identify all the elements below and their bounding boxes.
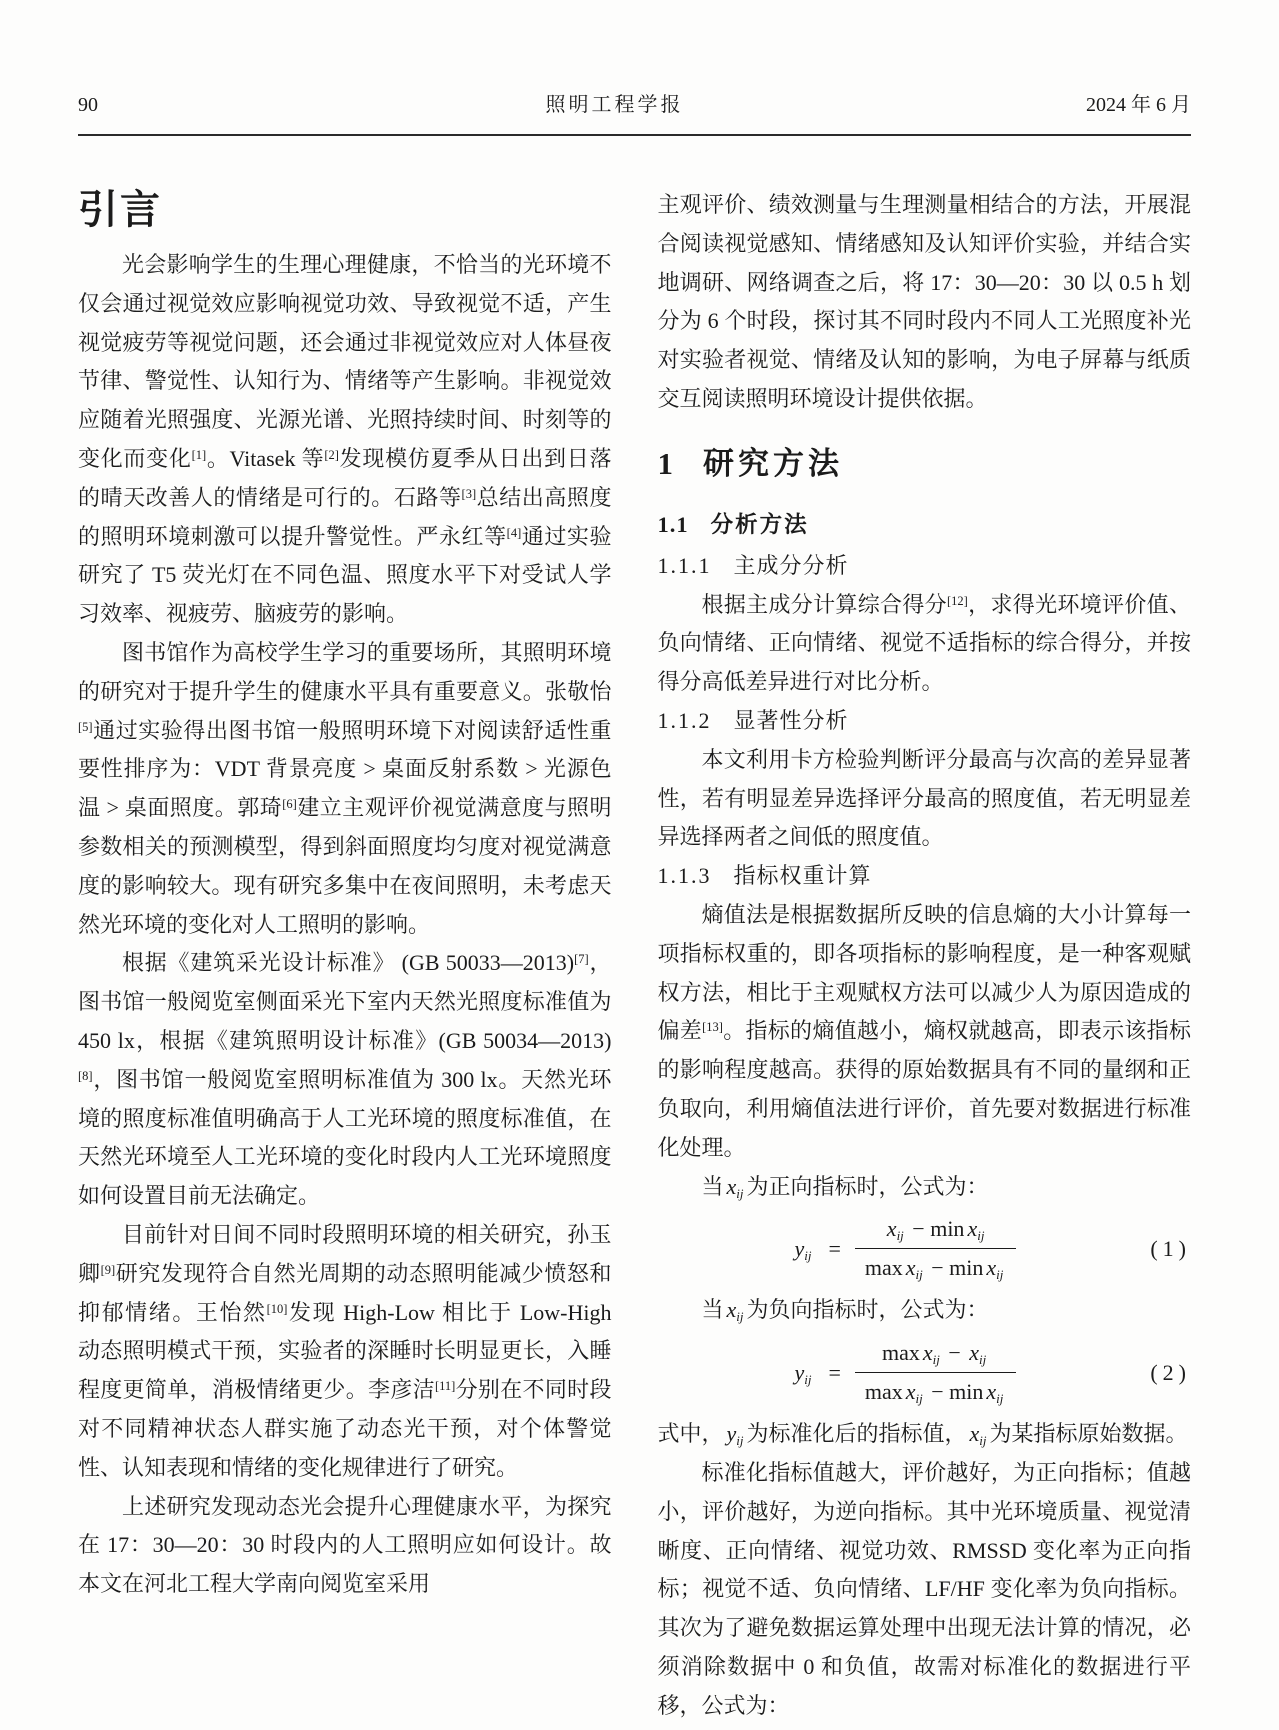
paragraph: 式中， $y_{ij}$ 为标准化后的指标值， $x_{ij}$ 为某指标原始数据。 (657, 1421, 1188, 1449)
subsection-heading-title: 分析方法 (710, 511, 809, 537)
equation-body (658, 1339, 1151, 1406)
citation-ref: [11] (434, 1379, 456, 1394)
paragraph: 标准化指标值越大，评价越好，为正向指标；值越小，评价越好，为逆向指标。其中光环境质量、视觉清晰度、正向情绪、视觉功效、RMSSD 变化率为正向指标；视觉不适、负向情绪、LF/HF 变化率为负向指标。其次为了避免数据运算处理中出现无法计算的情况，必须消除数据中 0 和负值，故需对标准化的数据进行平移，公式为： (657, 1459, 1191, 1718)
subsection-heading (658, 505, 1192, 545)
math-variable: $x_{ij}$ (986, 1379, 1004, 1407)
fraction-numerator: $x_{ij} - \min x_{ij}$ (855, 1215, 1017, 1249)
section-heading-title: 研究方法 (703, 445, 843, 481)
citation-ref: [7] (574, 952, 589, 967)
equation-number: (1) (1150, 1235, 1191, 1261)
intro-heading: 引言 (78, 188, 162, 232)
right-column (658, 186, 1192, 1726)
citation-ref: [10] (266, 1301, 288, 1316)
paragraph: 熵值法是根据数据所反映的信息熵的大小计算每一项指标权重的，即各项指标的影响程度，是一种客观赋权方法，相比于主观赋权方法可以减少人为原因造成的偏差[13]。指标的熵值越小，熵权就越高，即表示该指标的影响程度越高。获得的原始数据具有不同的量纲和正负取向，利用熵值法进行评价，首先要对数据进行标准化处理。 (657, 901, 1191, 1160)
paragraph: 根据《建筑采光设计标准》 (GB 50033—2013)[7]，图书馆一般阅览室侧面采光下室内天然光照度标准值为 450 lx，根据《建筑照明设计标准》(GB 50034—2013)[8]，图书馆一般阅览室照明标准值为 300 lx。天然光环境的照度标准值明确高于人工光环境的照度标准值，在天然光环境至人工光环境的变化时段内人工光环境照度如何设置目前无法确定。 (78, 950, 612, 1209)
equation-number: (2) (1150, 1359, 1191, 1385)
citation-ref: [8] (78, 1068, 93, 1083)
math-variable: $x_{ij}$ (922, 1340, 940, 1368)
subsubsection-heading-number: 1.1.1 (657, 552, 712, 578)
paragraph: 当 $x_{ij}$ 为正向指标时，公式为： (701, 1173, 989, 1201)
paragraph: 光会影响学生的生理心理健康，不恰当的光环境不仅会通过视觉效应影响视觉功效、导致视觉不适，产生视觉疲劳等视觉问题，还会通过非视觉效应对人体昼夜节律、警觉性、认知行为、情绪等产生影响。非视觉效应随着光照强度、光源光谱、光照持续时间、时刻等的变化而变化[1]。Vitasek 等[2]发现模仿夏季从日出到日落的晴天改善人的情绪是可行的。石路等[3]总结出高照度的照明环境刺激可以提升警觉性。严永红等[4]通过实验研究了 T5 荧光灯在不同色温、照度水平下对受试人学习效率、视疲劳、脑疲劳的影响。 (78, 252, 612, 627)
paragraph: 主观评价、绩效测量与生理测量相结合的方法，开展混合阅读视觉感知、情绪感知及认知评价实验，并结合实地调研、网络调查之后，将 17：30—20：30 以 0.5 h 划分为 6 个时段，探讨其不同时段内不同人工光照度补光对实验者视觉、情绪及认知的影响，为电子屏幕与纸质交互阅读照明环境设计提供依据。 (657, 192, 1191, 411)
math-variable: $x_{ij}$ (905, 1379, 923, 1407)
fraction (855, 1215, 1017, 1282)
paragraph: 目前针对日间不同时段照明环境的相关研究，孙玉卿[9]研究发现符合自然光周期的动态照明能减少愤怒和抑郁情绪。王怡然[10]发现 High-Low 相比于 Low-High 动态照明模式干预，实验者的深睡时长明显更长，入睡程度更简单，消极情绪更少。李彦洁[11]分别在不同时段对不同精神状态人群实施了动态光干预，对个体警觉性、认知表现和情绪的变化规律进行了研究。 (78, 1221, 612, 1480)
page-number: 90 (78, 94, 98, 116)
fraction-denominator: $\max x_{ij} - \min x_{ij}$ (864, 1255, 1004, 1283)
two-column-layout (78, 186, 1191, 1726)
section-heading-number: 1 (657, 445, 673, 481)
math-variable: $y_{ij}$ (794, 1235, 812, 1263)
subsubsection-heading (658, 547, 1192, 586)
subsubsection-heading-title: 主成分分析 (733, 552, 849, 578)
citation-ref: [9] (100, 1262, 116, 1277)
math-variable: $x_{ij}$ (886, 1216, 904, 1244)
left-column (78, 186, 612, 1726)
math-variable: $x_{ij}$ (969, 1421, 987, 1449)
citation-ref: [6] (282, 797, 297, 812)
subsubsection-heading-title: 指标权重计算 (733, 863, 872, 889)
citation-ref: [12] (946, 593, 968, 608)
paragraph: 图书馆作为高校学生学习的重要场所，其照明环境的研究对于提升学生的健康水平具有重要意义。张敬怡[5]通过实验得出图书馆一般照明环境下对阅读舒适性重要性排序为：VDT 背景亮度 > 桌面反射系数 > 光源色温 > 桌面照度。郭琦[6]建立主观评价视觉满意度与照明参数相关的预测模型，得到斜面照度均匀度对视觉满意度的影响较大。现有研究多集中在夜间照明，未考虑天然光环境的变化对人工照明的影响。 (78, 639, 612, 937)
journal-title: 照明工程学报 (545, 94, 684, 116)
fraction-denominator: $\max x_{ij} - \min x_{ij}$ (864, 1379, 1004, 1407)
page-header (78, 92, 1191, 136)
math-variable: $y_{ij}$ (794, 1359, 812, 1387)
math-variable: $x_{ij}$ (726, 1173, 744, 1201)
equals-sign: = (828, 1359, 841, 1385)
paragraph: 上述研究发现动态光会提升心理健康水平，为探究在 17：30—20：30 时段内的人工照明应如何设计。故本文在河北工程大学南向阅览室采用 (78, 1493, 612, 1597)
subsection-heading-number: 1.1 (657, 511, 689, 537)
math-variable: $x_{ij}$ (986, 1255, 1004, 1283)
equation (658, 1339, 1192, 1406)
math-variable: $x_{ij}$ (905, 1255, 923, 1283)
paragraph: 当 $x_{ij}$ 为负向指标时，公式为： (701, 1297, 989, 1325)
subsubsection-heading (658, 857, 1192, 896)
citation-ref: [13] (702, 1020, 723, 1035)
citation-ref: [5] (78, 719, 93, 734)
citation-ref: [1] (191, 447, 207, 462)
citation-ref: [4] (506, 525, 522, 540)
paragraph: 本文利用卡方检验判断评分最高与次高的差异显著性，若有明显差异选择评分最高的照度值，若无明显差异选择两者之间低的照度值。 (657, 746, 1191, 850)
paragraph: 根据主成分计算综合得分[12]，求得光环境评价值、负向情绪、正向情绪、视觉不适指标的综合得分，并按得分高低差异进行对比分析。 (657, 591, 1191, 695)
math-variable: $x_{ij}$ (967, 1216, 985, 1244)
section-heading (658, 443, 1192, 485)
equals-sign: = (828, 1235, 841, 1261)
fraction (855, 1339, 1017, 1406)
citation-ref: [2] (324, 447, 339, 462)
subsubsection-heading-number: 1.1.2 (657, 707, 712, 733)
subsubsection-heading-title: 显著性分析 (733, 707, 849, 733)
math-variable: $y_{ij}$ (726, 1421, 744, 1449)
math-variable: $x_{ij}$ (969, 1340, 987, 1368)
math-variable: $x_{ij}$ (726, 1297, 744, 1325)
equation-body (658, 1215, 1151, 1282)
citation-ref: [3] (461, 486, 477, 501)
subsubsection-heading-number: 1.1.3 (657, 863, 712, 889)
equation (658, 1215, 1192, 1282)
issue-date: 2024 年 6 月 (1086, 94, 1191, 116)
fraction-numerator: $\max x_{ij} - x_{ij}$ (855, 1339, 1017, 1373)
subsubsection-heading (658, 702, 1192, 741)
